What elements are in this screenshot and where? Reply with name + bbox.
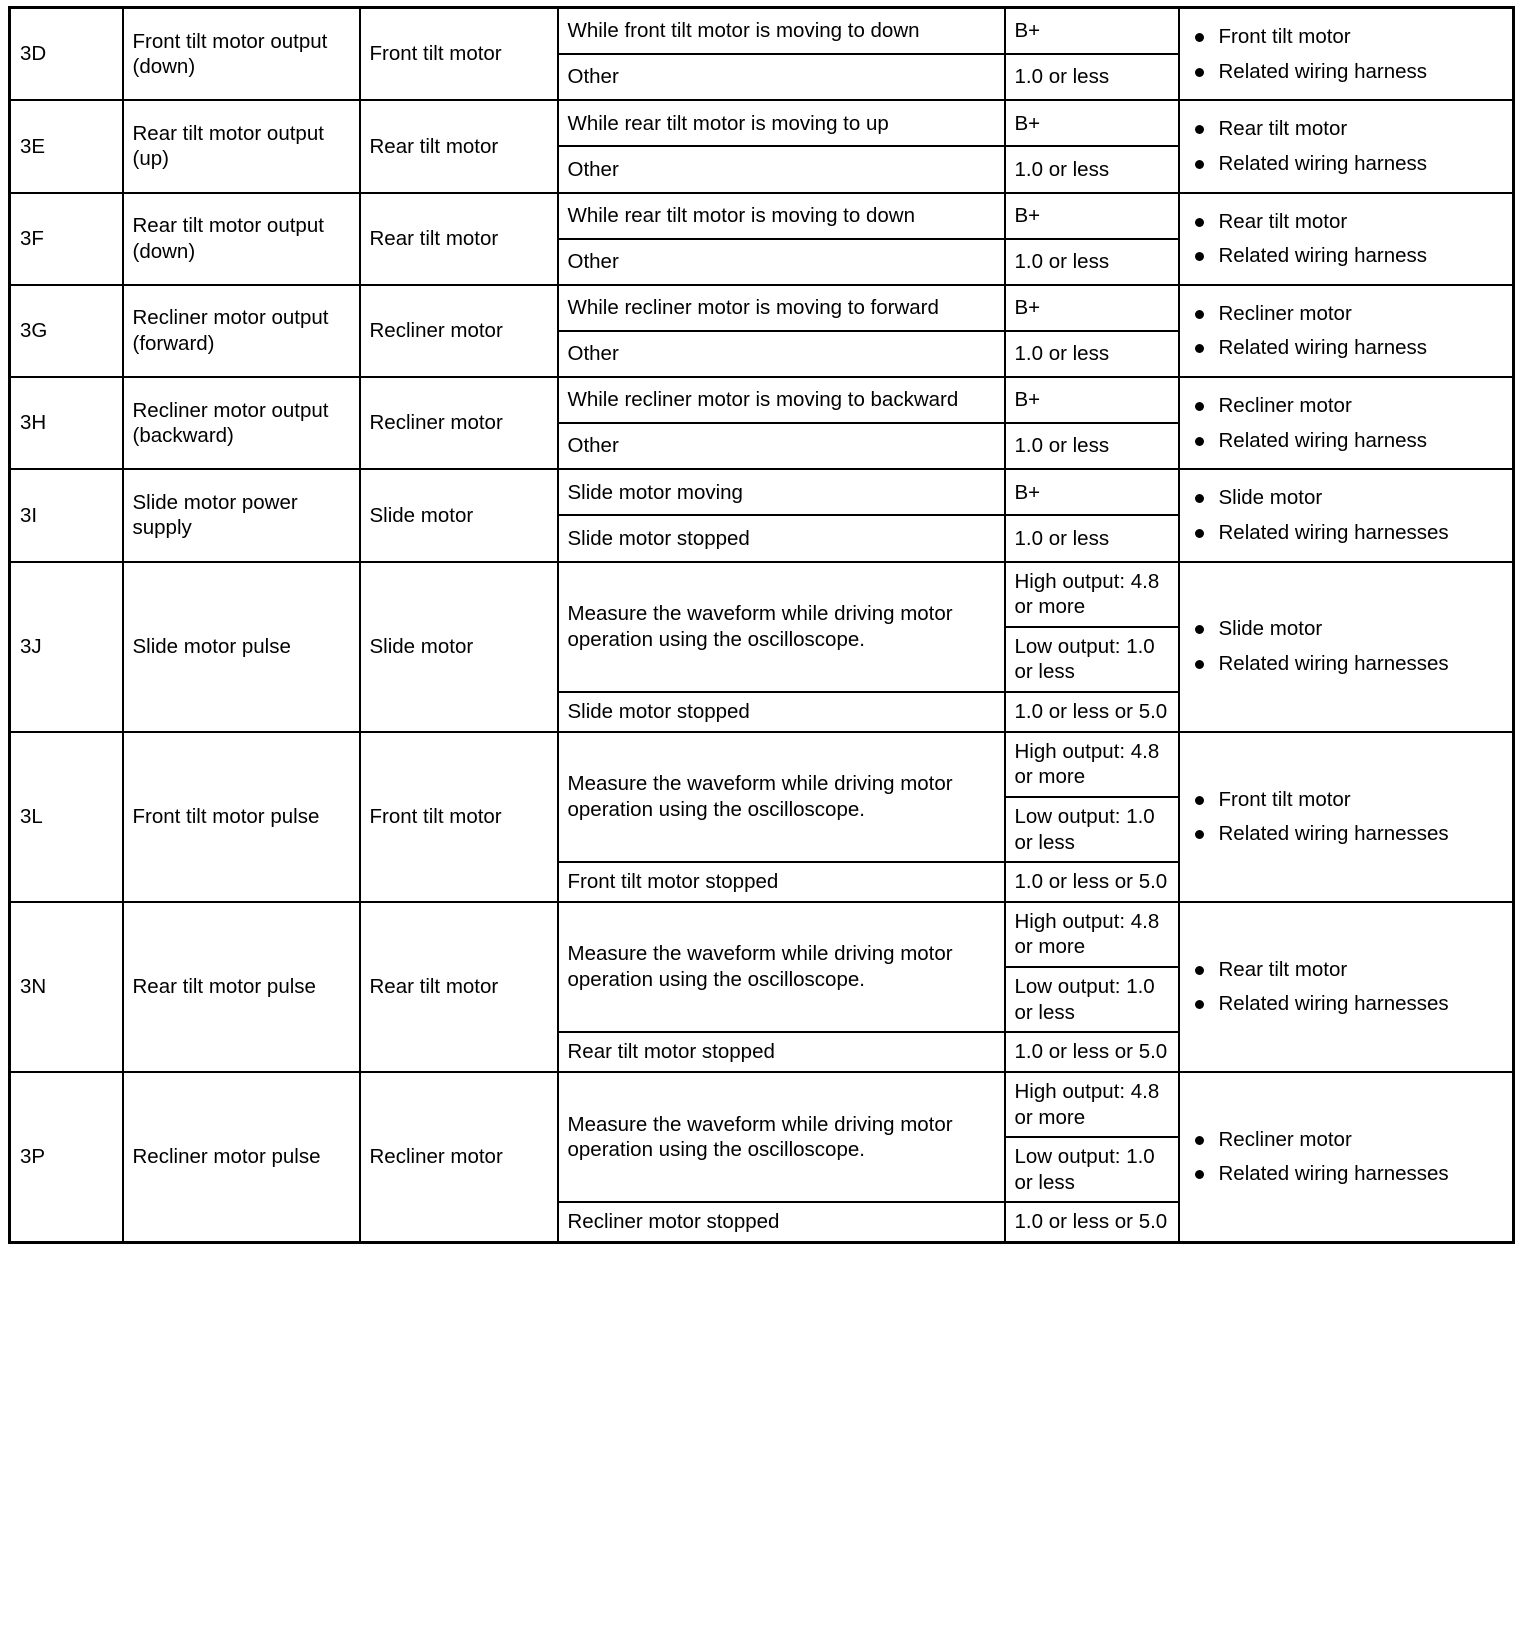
cell-standard: Low output: 1.0 or less [1005, 797, 1179, 862]
list-item: Related wiring harness [1189, 335, 1504, 361]
cell-standard: 1.0 or less or 5.0 [1005, 862, 1179, 902]
cell-condition: Measure the waveform while driving motor operation using the oscilloscope. [558, 1072, 1005, 1203]
cell-part: Rear tilt motor [360, 902, 558, 1072]
cell-code: 3J [10, 562, 123, 732]
cell-item: Rear tilt motor pulse [123, 902, 360, 1072]
cell-item: Slide motor pulse [123, 562, 360, 732]
list-item: Related wiring harnesses [1189, 520, 1504, 546]
list-item: Rear tilt motor [1189, 209, 1504, 235]
table-row [10, 469, 1514, 515]
list-item: Rear tilt motor [1189, 116, 1504, 142]
list-item: Rear tilt motor [1189, 957, 1504, 983]
list-item: Related wiring harnesses [1189, 991, 1504, 1017]
cell-condition: Slide motor stopped [558, 515, 1005, 561]
cell-standard: 1.0 or less [1005, 54, 1179, 100]
cell-standard: B+ [1005, 285, 1179, 331]
cell-condition: While recliner motor is moving to forward [558, 285, 1005, 331]
cell-standard: Low output: 1.0 or less [1005, 967, 1179, 1032]
list-item: Related wiring harnesses [1189, 821, 1504, 847]
cell-reference [1179, 193, 1514, 285]
table-row [10, 8, 1514, 55]
list-item: Related wiring harness [1189, 59, 1504, 85]
cell-standard: 1.0 or less or 5.0 [1005, 1032, 1179, 1072]
list-item: Front tilt motor [1189, 24, 1504, 50]
table-row [10, 100, 1514, 146]
cell-reference [1179, 732, 1514, 902]
cell-condition: Rear tilt motor stopped [558, 1032, 1005, 1072]
reference-list [1189, 1127, 1504, 1187]
cell-reference [1179, 8, 1514, 101]
cell-condition: Other [558, 239, 1005, 285]
cell-part: Recliner motor [360, 285, 558, 377]
list-item: Slide motor [1189, 616, 1504, 642]
cell-condition: Other [558, 146, 1005, 192]
cell-standard: 1.0 or less or 5.0 [1005, 1202, 1179, 1242]
cell-condition: Measure the waveform while driving motor operation using the oscilloscope. [558, 562, 1005, 693]
table-row [10, 285, 1514, 331]
cell-part: Recliner motor [360, 377, 558, 469]
reference-list [1189, 616, 1504, 676]
cell-reference [1179, 1072, 1514, 1243]
cell-item: Front tilt motor pulse [123, 732, 360, 902]
cell-standard: 1.0 or less [1005, 239, 1179, 285]
cell-standard: Low output: 1.0 or less [1005, 627, 1179, 692]
cell-item: Slide motor power supply [123, 469, 360, 561]
list-item: Related wiring harnesses [1189, 1161, 1504, 1187]
cell-part: Rear tilt motor [360, 193, 558, 285]
cell-condition: Recliner motor stopped [558, 1202, 1005, 1242]
list-item: Slide motor [1189, 485, 1504, 511]
table-row [10, 1072, 1514, 1137]
cell-item: Rear tilt motor output (down) [123, 193, 360, 285]
cell-condition: While rear tilt motor is moving to up [558, 100, 1005, 146]
cell-condition: Front tilt motor stopped [558, 862, 1005, 902]
cell-standard: 1.0 or less [1005, 331, 1179, 377]
table-row [10, 562, 1514, 627]
reference-list [1189, 301, 1504, 361]
cell-reference [1179, 469, 1514, 561]
cell-code: 3H [10, 377, 123, 469]
cell-part: Rear tilt motor [360, 100, 558, 192]
cell-standard: B+ [1005, 100, 1179, 146]
cell-standard: High output: 4.8 or more [1005, 732, 1179, 797]
cell-reference [1179, 100, 1514, 192]
list-item: Related wiring harness [1189, 243, 1504, 269]
cell-reference [1179, 285, 1514, 377]
list-item: Recliner motor [1189, 301, 1504, 327]
cell-condition: Measure the waveform while driving motor operation using the oscilloscope. [558, 902, 1005, 1033]
table-row [10, 902, 1514, 967]
cell-standard: B+ [1005, 469, 1179, 515]
cell-standard: High output: 4.8 or more [1005, 1072, 1179, 1137]
cell-part: Slide motor [360, 562, 558, 732]
reference-list [1189, 957, 1504, 1017]
cell-item: Front tilt motor output (down) [123, 8, 360, 101]
table-row [10, 193, 1514, 239]
cell-standard: Low output: 1.0 or less [1005, 1137, 1179, 1202]
cell-condition: While recliner motor is moving to backward [558, 377, 1005, 423]
cell-standard: 1.0 or less [1005, 423, 1179, 469]
cell-standard: 1.0 or less or 5.0 [1005, 692, 1179, 732]
table-row [10, 377, 1514, 423]
cell-condition: Slide motor moving [558, 469, 1005, 515]
cell-reference [1179, 377, 1514, 469]
cell-reference [1179, 902, 1514, 1072]
cell-standard: High output: 4.8 or more [1005, 562, 1179, 627]
cell-condition: Other [558, 54, 1005, 100]
cell-item: Recliner motor output (forward) [123, 285, 360, 377]
list-item: Recliner motor [1189, 393, 1504, 419]
cell-reference [1179, 562, 1514, 732]
cell-part: Recliner motor [360, 1072, 558, 1243]
reference-list [1189, 485, 1504, 545]
cell-condition: Measure the waveform while driving motor operation using the oscilloscope. [558, 732, 1005, 863]
reference-list [1189, 209, 1504, 269]
reference-list [1189, 116, 1504, 176]
cell-code: 3P [10, 1072, 123, 1243]
cell-item: Rear tilt motor output (up) [123, 100, 360, 192]
reference-list [1189, 393, 1504, 453]
reference-list [1189, 24, 1504, 84]
cell-condition: While rear tilt motor is moving to down [558, 193, 1005, 239]
list-item: Related wiring harness [1189, 151, 1504, 177]
cell-code: 3L [10, 732, 123, 902]
list-item: Related wiring harnesses [1189, 651, 1504, 677]
cell-part: Slide motor [360, 469, 558, 561]
cell-code: 3F [10, 193, 123, 285]
reference-list [1189, 787, 1504, 847]
cell-condition: Other [558, 331, 1005, 377]
list-item: Front tilt motor [1189, 787, 1504, 813]
cell-item: Recliner motor output (backward) [123, 377, 360, 469]
cell-item: Recliner motor pulse [123, 1072, 360, 1243]
table-row [10, 732, 1514, 797]
cell-condition: While front tilt motor is moving to down [558, 8, 1005, 55]
list-item: Recliner motor [1189, 1127, 1504, 1153]
cell-standard: B+ [1005, 193, 1179, 239]
cell-standard: 1.0 or less [1005, 146, 1179, 192]
terminal-specification-table [8, 6, 1515, 1244]
list-item: Related wiring harness [1189, 428, 1504, 454]
cell-condition: Other [558, 423, 1005, 469]
cell-standard: B+ [1005, 377, 1179, 423]
cell-code: 3G [10, 285, 123, 377]
cell-code: 3D [10, 8, 123, 101]
cell-part: Front tilt motor [360, 732, 558, 902]
cell-standard: High output: 4.8 or more [1005, 902, 1179, 967]
cell-part: Front tilt motor [360, 8, 558, 101]
cell-condition: Slide motor stopped [558, 692, 1005, 732]
cell-code: 3I [10, 469, 123, 561]
cell-code: 3N [10, 902, 123, 1072]
cell-standard: B+ [1005, 8, 1179, 55]
cell-standard: 1.0 or less [1005, 515, 1179, 561]
cell-code: 3E [10, 100, 123, 192]
